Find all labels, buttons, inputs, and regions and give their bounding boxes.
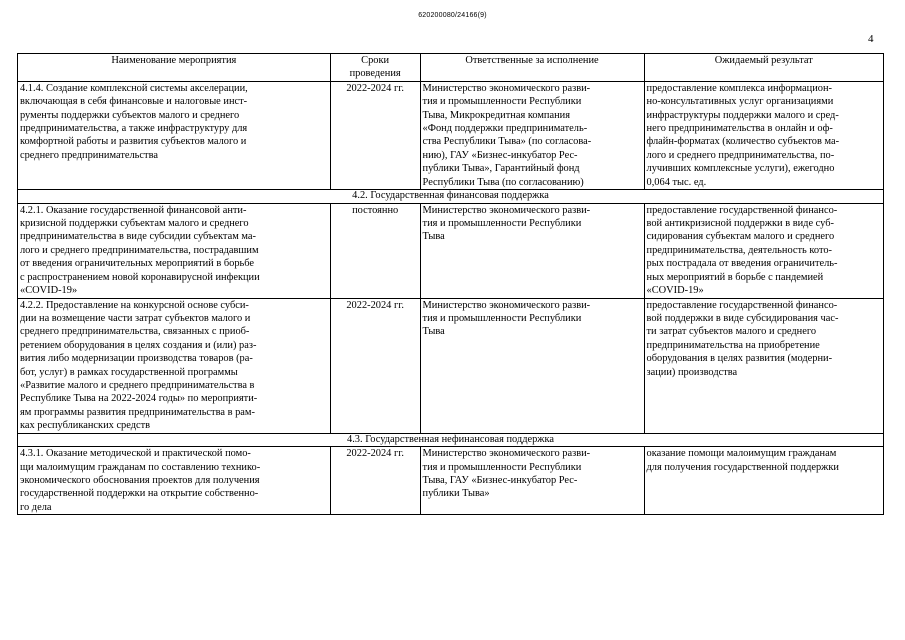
header-responsible: Ответственные за исполнение [420,54,644,82]
measure-result: предоставление комплекса информацион- но-консультативных услуг организациями инфраструктуры поддержки малого и сред- него предпринимательства в онлайн и оф- флайн-форматах (количество субъектов ма- лого и среднего предпринимательства, по- лучивших комплексные услуги), ежегодно 0,064 тыс. ед. [644,81,883,189]
measure-term: 2022-2024 гг. [330,81,420,189]
measure-responsible: Министерство экономического разви- тия и промышленности Республики Тыва, Микрокредитная компания «Фонд поддержки предприниматель- ства Республики Тыва» (по согласова- нию), ГАУ «Бизнес-инкубатор Рес- публики Тыва», Гарантийный фонд Республики Тыва (по согласованию) [420,81,644,189]
table-row [18,298,884,433]
document-id: 620200080/24166(9) [418,12,487,19]
table-row [18,203,884,298]
header-expected-result: Ожидаемый результат [644,54,883,82]
measure-responsible: Министерство экономического разви- тия и промышленности Республики Тыва [420,298,644,433]
measure-name: 4.1.4. Создание комплексной системы акселерации, включающая в себя финансовые и налоговые инст- рументы поддержки субъектов малого и среднего предпринимательства, а также инфраструктуру для комфортной работы и развития субъектов малого и среднего предпринимательства [18,81,331,189]
measure-term: постоянно [330,203,420,298]
header-term: Сроки проведения [330,54,420,82]
measure-name: 4.2.1. Оказание государственной финансовой анти- кризисной поддержки субъектам малого и среднего предпринимательства в виде субсидии субъектам ма- лого и среднего предпринимательства, пострадавшим от введения ограничительных мероприятий в борьбе с распространением новой коронавирусной инфекции «COVID-19» [18,203,331,298]
section-title: 4.2. Государственная финансовая поддержка [18,190,884,204]
measure-term: 2022-2024 гг. [330,447,420,515]
measure-name: 4.2.2. Предоставление на конкурсной основе субси- дии на возмещение части затрат субъектов малого и среднего предпринимательства, связанных с приоб- ретением оборудования в целях создания и (или) раз- вития либо модернизации производства товаров (ра- бот, услуг) в рамках государственной программы «Развитие малого и среднего предпринимательства в Республике Тыва на 2022-2024 годы» по мероприяти- ям программы развития предпринимательства в рам- ках республиканских средств [18,298,331,433]
table-row [18,81,884,189]
measure-result: предоставление государственной финансо- вой антикризисной поддержки в виде суб- сидирования субъектам малого и среднего предпринимательства, деятельность кото- рых пострадала от введения ограничитель- ных мероприятий в борьбе с пандемией «COVID-19» [644,203,883,298]
measure-result: предоставление государственной финансо- вой поддержки в виде субсидирования час- ти затрат субъектов малого и среднего предпринимательства на приобретение оборудования в целях развития (модерни- зации) производства [644,298,883,433]
section-row [18,190,884,204]
header-measure-name: Наименование мероприятия [18,54,331,82]
measure-responsible: Министерство экономического разви- тия и промышленности Республики Тыва [420,203,644,298]
measure-term: 2022-2024 гг. [330,298,420,433]
measure-responsible: Министерство экономического разви- тия и промышленности Республики Тыва, ГАУ «Бизнес-инкубатор Рес- публики Тыва» [420,447,644,515]
table-header-row [18,54,884,82]
measures-table [17,53,884,515]
section-row [18,433,884,447]
page-number: 4 [868,33,874,45]
section-title: 4.3. Государственная нефинансовая поддержка [18,433,884,447]
table-row [18,447,884,515]
measure-result: оказание помощи малоимущим гражданам для получения государственной поддержки [644,447,883,515]
measure-name: 4.3.1. Оказание методической и практической помо- щи малоимущим гражданам по составлению технико- экономического обоснования проектов для получения государственной поддержки на открытие собственно- го дела [18,447,331,515]
